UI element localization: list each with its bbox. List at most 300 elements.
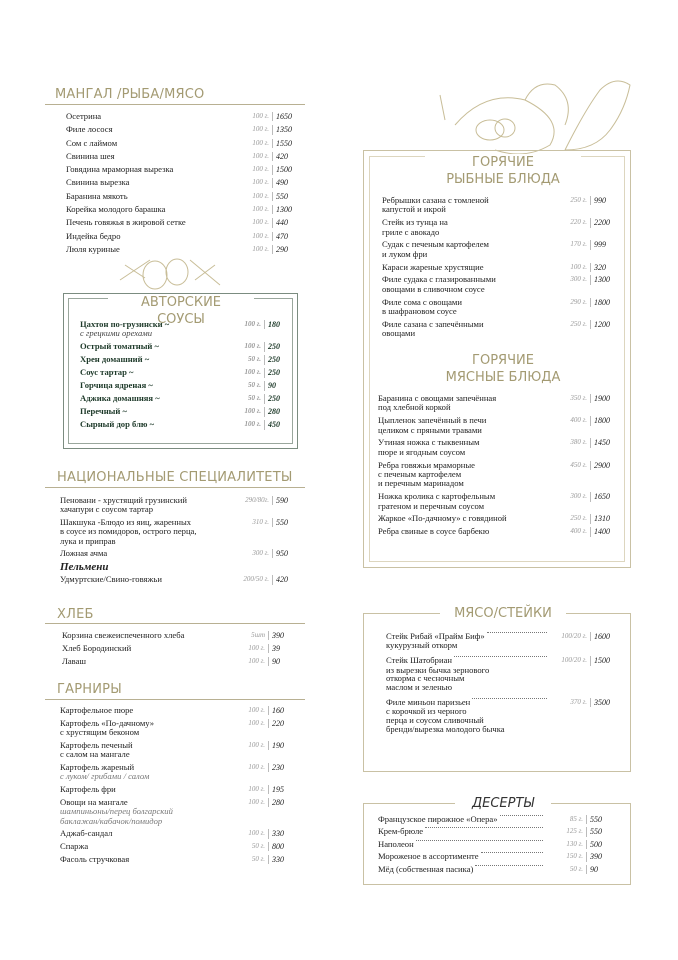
- menu-item: [382, 320, 616, 339]
- item-note: с грецкими орехами: [80, 328, 153, 339]
- item-name: [382, 263, 549, 272]
- section-title: НАЦИОНАЛЬНЫЕ СПЕЦИАЛИТЕТЫ: [57, 470, 293, 485]
- item-name-text: Филе сазана с запечёнными овощами: [382, 318, 484, 339]
- section-bread: [57, 607, 94, 622]
- item-weight: 100 г.: [252, 218, 269, 227]
- item-price: 1450: [590, 438, 616, 447]
- item-price: 490: [272, 178, 298, 187]
- item-name-text: Баранина с овощами запечённая под хлебной коркой: [378, 393, 497, 413]
- item-name: [378, 438, 549, 457]
- item-weight: 100 г.: [244, 342, 261, 351]
- item-name-text: Перечный ~: [80, 406, 127, 417]
- item-name-text: Сырный дор блю ~: [80, 419, 155, 430]
- steaks-title: МЯСО/СТЕЙКИ: [440, 605, 566, 622]
- item-price: 160: [268, 706, 294, 715]
- menu-item: [378, 827, 612, 836]
- item-name-text: Свинина шея: [66, 150, 115, 161]
- item-weight: 300 г.: [570, 492, 587, 501]
- menu-item: [66, 112, 298, 121]
- item-name: [66, 245, 231, 254]
- menu-item: [378, 514, 616, 523]
- menu-item: [382, 263, 616, 272]
- item-price: 470: [272, 232, 298, 241]
- item-name: [378, 514, 549, 523]
- item-name: [378, 461, 549, 489]
- item-price: 2900: [590, 461, 616, 470]
- dotted-leader: [487, 632, 547, 633]
- item-name: [66, 125, 231, 134]
- item-name-text: Картофель жареный: [60, 761, 135, 772]
- dotted-leader: [425, 827, 543, 828]
- item-weight: 400 г.: [570, 416, 587, 425]
- menu-item: [62, 644, 294, 653]
- item-name: [60, 549, 231, 558]
- menu-item: [60, 575, 298, 584]
- item-name-text: Мороженое в ассортименте: [378, 851, 479, 862]
- menu-item: [60, 842, 294, 851]
- item-weight: 400 г.: [570, 527, 587, 536]
- item-name-text: Хлеб Бородинский: [62, 642, 132, 653]
- item-weight: 370 г.: [570, 698, 587, 706]
- menu-item: [378, 815, 612, 824]
- item-weight: 290/80г.: [245, 496, 269, 504]
- item-weight: 50 г.: [251, 854, 265, 863]
- item-price: 550: [586, 827, 612, 836]
- menu-item: [60, 785, 294, 794]
- title-line: МЯСНЫЕ БЛЮДА: [445, 370, 561, 385]
- menu-item: [66, 232, 298, 241]
- item-price: 1300: [590, 275, 616, 284]
- menu-item: [80, 342, 290, 351]
- item-weight: 100 г.: [570, 262, 587, 271]
- item-name: [60, 518, 231, 546]
- item-name-text: Караси жареные хрустящие: [382, 261, 484, 272]
- menu-item: [62, 657, 294, 666]
- item-name: [66, 139, 231, 148]
- item-name-text: Стейк Рибай «Прайм Биф»: [386, 631, 485, 641]
- menu-item: [60, 496, 298, 515]
- item-price: 330: [268, 829, 294, 838]
- menu-item: [382, 218, 616, 237]
- item-name: [66, 232, 231, 241]
- item-name-text: Картофель фри: [60, 784, 116, 795]
- item-name-text: Наполеон: [378, 838, 414, 849]
- menu-item: [60, 518, 298, 546]
- item-name-text: Ребра свиные в соусе барбекю: [378, 526, 490, 537]
- section-title: ГАРНИРЫ: [57, 682, 122, 697]
- item-name-text: Сом с лаймом: [66, 137, 118, 148]
- item-price: 950: [272, 549, 298, 558]
- item-name: [378, 492, 549, 511]
- item-weight: 50 г.: [251, 841, 265, 850]
- menu-item: [378, 852, 612, 861]
- item-price: 550: [586, 815, 612, 824]
- item-name-text: Филе судака с глазированными овощами в сливочном соусе: [382, 274, 496, 294]
- item-weight: 100 г.: [244, 320, 261, 328]
- item-name: [60, 741, 227, 760]
- item-name-text: Фасоль стручковая: [60, 853, 130, 864]
- item-description: из вырезки бычка зернового откорма с чесночным маслом и зеленью: [386, 664, 490, 693]
- item-price: 2200: [590, 218, 616, 227]
- item-weight: 100 г.: [244, 368, 261, 377]
- item-name-text: Стейк Шатобриан: [386, 655, 452, 666]
- menu-item: [80, 320, 290, 339]
- item-name: [66, 178, 231, 187]
- item-price: 550: [272, 192, 298, 201]
- item-name-text: Ножка кролика с картофельным гратеном и перечным соусом: [378, 491, 496, 511]
- dotted-leader: [416, 840, 543, 841]
- item-name: [66, 192, 231, 201]
- item-name: [66, 152, 231, 161]
- item-price: 1500: [272, 165, 298, 174]
- item-name: [60, 496, 231, 515]
- menu-item: [378, 865, 612, 874]
- item-name-text: Стейк из тунца на гриле с авокадо: [382, 217, 448, 237]
- item-name-text: Ребрышки сазана с томленой капустой и икрой: [382, 195, 489, 215]
- item-name: [378, 827, 423, 836]
- item-weight: 450 г.: [570, 460, 587, 469]
- item-weight: 250 г.: [570, 196, 587, 204]
- divider: [45, 487, 305, 488]
- item-name-text: Картофельное пюре: [60, 705, 134, 715]
- item-name: [60, 798, 227, 826]
- item-name: [60, 829, 227, 838]
- item-weight: 200/50 г.: [243, 575, 269, 584]
- item-weight: 290 г.: [570, 297, 587, 306]
- item-description: с корочкой из черного перца и соусом сливочный бренди/вырезка молодого бычка: [386, 706, 505, 734]
- menu-item: [80, 394, 290, 403]
- hot-fish-title: [425, 154, 581, 188]
- menu-item: [60, 741, 294, 760]
- item-name-text: Корейка молодого барашка: [66, 204, 166, 215]
- menu-item: [60, 855, 294, 864]
- item-price: 250: [264, 342, 290, 351]
- item-name: [382, 218, 549, 237]
- item-name-text: Крем-брюле: [378, 826, 424, 837]
- dotted-leader: [481, 852, 543, 853]
- item-weight: 100 г.: [248, 797, 265, 806]
- item-weight: 220 г.: [570, 218, 587, 227]
- item-name-text: Утиная ножка с тыквенным пюре и ягодным соусом: [378, 437, 480, 457]
- item-price: 500: [586, 840, 612, 849]
- menu-item: [80, 355, 290, 364]
- menu-item: [80, 368, 290, 377]
- item-weight: 100 г.: [252, 244, 269, 253]
- item-name: [80, 368, 223, 377]
- item-name-text: Ложная ачма: [60, 548, 108, 559]
- item-price: 1310: [590, 514, 616, 523]
- menu-item: [66, 178, 298, 187]
- item-name: [66, 112, 231, 121]
- dotted-leader: [454, 656, 547, 657]
- item-price: 590: [272, 496, 298, 505]
- item-name: [80, 355, 223, 364]
- item-weight: 100/20 г.: [561, 656, 587, 665]
- item-weight: 310 г.: [252, 517, 269, 526]
- item-name: [378, 852, 479, 861]
- desserts-title: ДЕСЕРТЫ: [455, 795, 551, 812]
- item-name: [80, 342, 223, 351]
- item-price: 420: [272, 152, 298, 161]
- item-weight: 100 г.: [252, 138, 269, 147]
- menu-item: [66, 139, 298, 148]
- section-title: МАНГАЛ /РЫБА/МЯСО: [55, 87, 205, 102]
- item-price: 550: [272, 518, 298, 527]
- item-name-text: Цыпленок запечённый в печи целиком с пряными травами: [378, 415, 487, 435]
- item-price: 990: [590, 196, 616, 205]
- item-name-text: Жаркое «По-дачному» с говядиной: [378, 513, 507, 524]
- item-price: 90: [268, 657, 294, 666]
- item-name: [66, 205, 231, 214]
- menu-item: [378, 492, 616, 511]
- item-price: 999: [590, 240, 616, 249]
- section-national: [57, 470, 293, 485]
- item-weight: 100 г.: [248, 762, 265, 771]
- menu-item: [378, 461, 616, 489]
- menu-item: [66, 205, 298, 214]
- item-weight: 100 г.: [248, 706, 265, 714]
- item-name-text: Филе лосося: [66, 124, 113, 135]
- item-price: 1500: [590, 656, 616, 665]
- item-name-text: Печень говяжья в жировой сетке: [66, 217, 186, 228]
- item-price: 1650: [272, 112, 298, 121]
- dotted-leader: [475, 865, 543, 866]
- item-name-text: Ребра говяжьи мраморные с печеным картофелем и перечным маринадом: [378, 459, 475, 489]
- item-weight: 100 г.: [248, 643, 265, 652]
- item-weight: 100 г.: [252, 112, 269, 120]
- item-price: 230: [268, 763, 294, 772]
- item-name: [80, 420, 223, 429]
- item-weight: 85 г.: [569, 815, 583, 823]
- national-list: [60, 496, 298, 587]
- item-price: 1900: [590, 394, 616, 403]
- item-weight: 50 г.: [248, 355, 261, 364]
- item-name: [60, 575, 231, 584]
- item-name: [80, 381, 223, 390]
- item-weight: 100 г.: [252, 205, 269, 214]
- menu-item: [66, 218, 298, 227]
- bread-list: [62, 631, 294, 670]
- item-weight: 125 г.: [566, 827, 583, 836]
- item-name-text: Филе миньон паризьен: [386, 697, 471, 707]
- item-price: 390: [268, 631, 294, 640]
- item-weight: 300 г.: [570, 275, 587, 284]
- item-price: 800: [268, 842, 294, 851]
- item-price: 39: [268, 644, 294, 653]
- item-price: 190: [268, 741, 294, 750]
- menu-item: [382, 240, 616, 259]
- item-name-text: Удмуртские/Свино-говяжьи: [60, 574, 162, 585]
- item-weight: 50 г.: [248, 381, 261, 390]
- item-name-text: Цахтон по-грузински ~: [80, 319, 170, 329]
- title-line: ГОРЯЧИЕ: [472, 155, 534, 170]
- item-weight: 100 г.: [252, 231, 269, 240]
- item-name: [62, 657, 227, 666]
- steaks-list: [386, 632, 616, 740]
- item-name-text: Спаржа: [60, 840, 89, 851]
- item-name: [60, 706, 227, 715]
- item-name-text: Говядина мраморная вырезка: [66, 164, 174, 175]
- item-price: 1400: [590, 527, 616, 536]
- item-weight: 100 г.: [248, 829, 265, 838]
- sauces-title: АВТОРСКИЕ СОУСЫ: [108, 294, 254, 328]
- item-name-text: Французское пирожное «Опера»: [378, 814, 498, 824]
- item-weight: 100 г.: [244, 420, 261, 429]
- item-description: кукурузный откорм: [386, 640, 458, 651]
- menu-item: [66, 152, 298, 161]
- item-name: [382, 298, 549, 317]
- item-price: 1200: [590, 320, 616, 329]
- menu-item: [60, 798, 294, 826]
- item-name-text: Аджаб-сандал: [60, 828, 113, 839]
- item-price: 280: [264, 407, 290, 416]
- item-price: 1300: [272, 205, 298, 214]
- garnish-list: [60, 706, 294, 867]
- menu-item: [66, 192, 298, 201]
- item-name: [60, 719, 227, 738]
- item-weight: 100 г.: [248, 718, 265, 727]
- menu-item: [378, 438, 616, 457]
- item-name-text: Овощи на мангале: [60, 796, 128, 807]
- item-name: [60, 842, 227, 851]
- menu-item: [66, 125, 298, 134]
- divider: [45, 699, 305, 700]
- item-name-text: Горчица ядреная ~: [80, 380, 153, 391]
- menu-item: [60, 549, 298, 558]
- title-line: РЫБНЫЕ БЛЮДА: [446, 172, 560, 187]
- menu-item: [80, 420, 290, 429]
- item-price: 1800: [590, 416, 616, 425]
- item-weight: 380 г.: [570, 438, 587, 447]
- item-name: [382, 320, 549, 339]
- item-name: [382, 196, 549, 215]
- item-name: [62, 644, 227, 653]
- item-weight: 300 г.: [252, 549, 269, 558]
- item-name: [62, 631, 227, 640]
- item-price: 450: [264, 420, 290, 429]
- divider: [45, 623, 305, 624]
- item-weight: 50 г.: [248, 394, 261, 403]
- title-line: ГОРЯЧИЕ: [472, 353, 534, 368]
- hot-meat-title: [425, 352, 581, 386]
- menu-item: [378, 840, 612, 849]
- item-price: 290: [272, 245, 298, 254]
- item-price: 330: [268, 855, 294, 864]
- item-weight: 100 г.: [252, 151, 269, 160]
- item-weight: 100 г.: [252, 191, 269, 200]
- menu-item: [382, 298, 616, 317]
- item-name: [378, 527, 549, 536]
- item-weight: 100 г.: [248, 740, 265, 749]
- item-name-text: Корзина свежеиспеченного хлеба: [62, 630, 185, 640]
- item-weight: 100 г.: [252, 178, 269, 187]
- item-weight: 100/20 г.: [561, 632, 587, 640]
- item-price: 440: [272, 218, 298, 227]
- item-name-text: Хрен домашний ~: [80, 354, 150, 365]
- item-name-text: Свинина вырезка: [66, 177, 130, 188]
- item-name-text: Баранина мякоть: [66, 190, 128, 201]
- menu-item: [60, 763, 294, 782]
- menu-item: [386, 656, 616, 692]
- menu-item: [66, 165, 298, 174]
- dotted-leader: [500, 815, 543, 816]
- hot-fish-list: [382, 196, 616, 342]
- menu-item: [382, 196, 616, 215]
- item-price: 420: [272, 575, 298, 584]
- section-title: ХЛЕБ: [57, 607, 94, 622]
- section-garnish: [57, 682, 122, 697]
- menu-item: [382, 275, 616, 294]
- item-name-text: Картофель «По-дачному» с хрустящим беконом: [60, 717, 155, 738]
- item-weight: 170 г.: [570, 240, 587, 249]
- item-name: [378, 815, 498, 824]
- menu-item: [378, 394, 616, 413]
- menu-item: [80, 407, 290, 416]
- item-price: 1600: [590, 632, 616, 641]
- divider: [45, 104, 305, 105]
- item-name-text: Судак с печеным картофелем и луком фри: [382, 239, 489, 259]
- item-weight: 50 г.: [569, 864, 583, 873]
- item-price: 250: [264, 394, 290, 403]
- item-name: [378, 394, 549, 413]
- item-name-text: Индейка бедро: [66, 230, 121, 241]
- menu-item: [60, 829, 294, 838]
- item-name: [382, 275, 549, 294]
- item-name-text: Мёд (собственная пасика): [378, 863, 474, 874]
- desserts-list: [378, 815, 612, 877]
- item-weight: 100 г.: [252, 165, 269, 174]
- item-name-text: Филе сома с овощами в шафрановом соусе: [382, 296, 462, 317]
- item-name: [60, 855, 227, 864]
- menu-item: [80, 381, 290, 390]
- item-name-text: Шакшука -Блюдо из яиц, жаренных в соусе из помидоров, острого перца, лука и приправ: [60, 516, 197, 546]
- item-name: [382, 240, 549, 259]
- item-price: 250: [264, 355, 290, 364]
- item-price: 195: [268, 785, 294, 794]
- sauces-list: [80, 320, 290, 433]
- item-name-text: Люля куриные: [66, 243, 120, 254]
- section-mangal: [55, 87, 204, 102]
- item-weight: 250 г.: [570, 514, 587, 523]
- item-name-text: Аджика домашняя ~: [80, 393, 160, 404]
- item-weight: 100 г.: [244, 407, 261, 416]
- item-price: 180: [264, 320, 290, 329]
- item-name-text: Осетрина: [66, 111, 102, 121]
- item-price: 90: [264, 381, 290, 390]
- menu-item: [66, 245, 298, 254]
- item-price: 390: [586, 852, 612, 861]
- item-price: 1800: [590, 298, 616, 307]
- menu-item: [378, 416, 616, 435]
- item-weight: 350 г.: [570, 394, 587, 402]
- item-name-text: Соус тартар ~: [80, 367, 134, 378]
- item-weight: 100 г.: [248, 656, 265, 665]
- dotted-leader: [472, 698, 547, 699]
- item-price: 1650: [590, 492, 616, 501]
- item-weight: 150 г.: [566, 852, 583, 861]
- item-weight: 100 г.: [248, 785, 265, 794]
- item-name: [80, 407, 223, 416]
- item-name: [378, 840, 414, 849]
- item-price: 220: [268, 719, 294, 728]
- item-weight: 250 г.: [570, 319, 587, 328]
- item-price: 320: [590, 263, 616, 272]
- menu-item: [60, 706, 294, 715]
- menu-item: [60, 719, 294, 738]
- item-name-text: Лаваш: [62, 655, 87, 666]
- item-name-text: Картофель печеный с салом на мангале: [60, 739, 133, 760]
- mangal-list: [66, 112, 298, 258]
